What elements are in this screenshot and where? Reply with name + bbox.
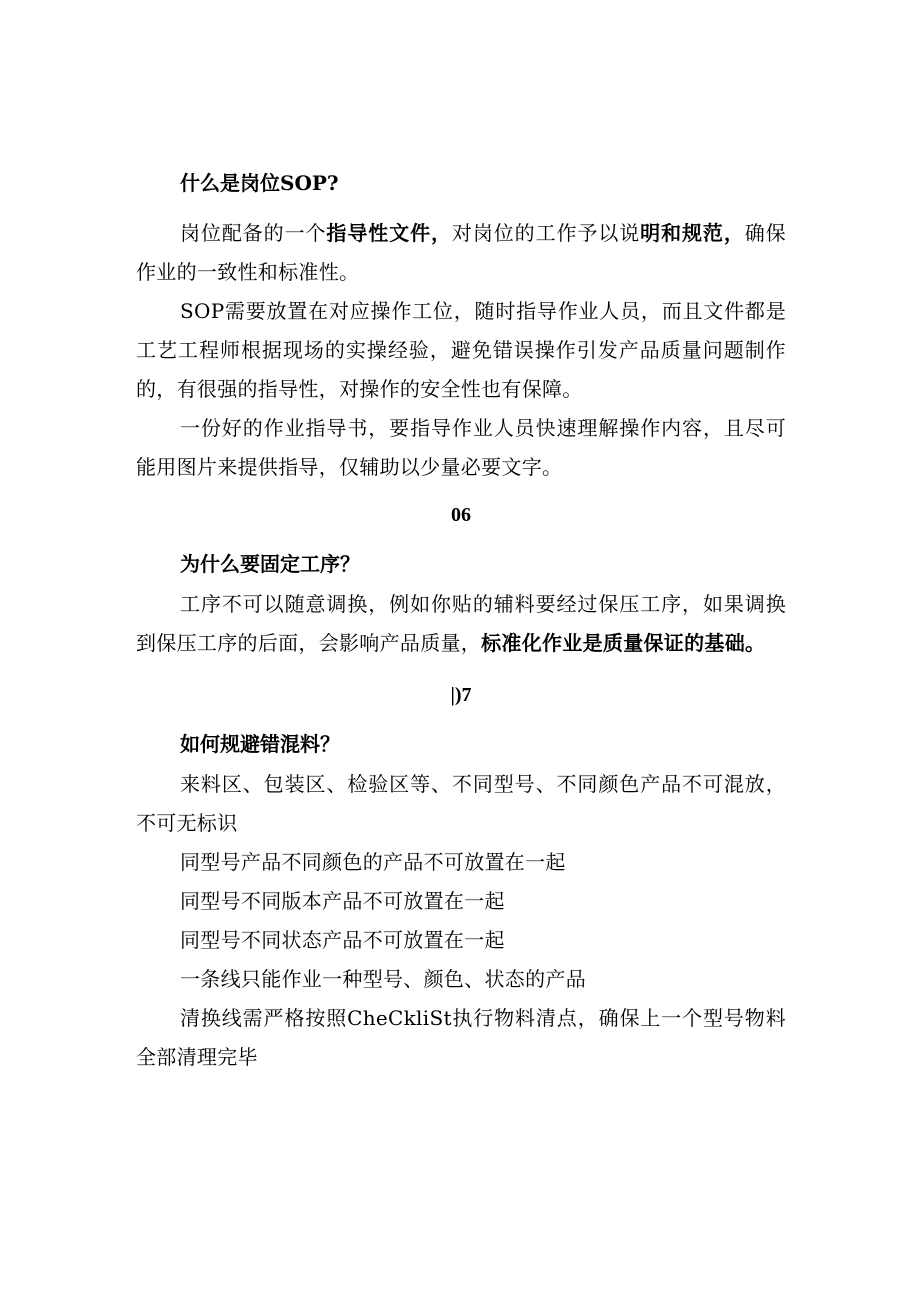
list-item: 清换线需严格按照CheCkliSt执行物料清点，确保上一个型号物料全部清理完毕 xyxy=(136,1006,786,1069)
paragraph-sop-placement: SOP需要放置在对应操作工位，随时指导作业人员，而且文件都是工艺工程师根据现场的实操经验，避免错误操作引发产品质量问题制作的，有很强的指导性，对操作的安全性也有保障。 xyxy=(136,299,786,401)
paragraph-sop-definition xyxy=(136,214,786,292)
list-item: 同型号不同版本产品不可放置在一起 xyxy=(180,889,505,913)
list-item: 一条线只能作业一种型号、颜色、状态的产品 xyxy=(180,967,586,991)
document-content xyxy=(136,158,786,1077)
heading-what-is-sop: 什么是岗位SOP? xyxy=(180,171,339,195)
section-number-06: 06 xyxy=(451,504,471,526)
list-item: 同型号不同状态产品不可放置在一起 xyxy=(180,928,505,952)
text-run: 确保作业的一致性和标准性。 xyxy=(136,221,786,284)
bold-run: 标准化作业是质量保证的基础。 xyxy=(481,631,766,655)
bold-run: 明和规范， xyxy=(640,221,745,245)
list-item: 同型号产品不同颜色的产品不可放置在一起 xyxy=(180,850,566,874)
heading-avoid-mixed-material: 如何规避错混料？ xyxy=(180,732,340,756)
text-run: 岗位配备的一个 xyxy=(180,221,327,245)
text-run: 工序不可以随意调换，例如你贴的辅料要经过保压工序，如果调换到保压工序的后面，会影响产品质量， xyxy=(136,592,786,655)
paragraph-fixed-process xyxy=(136,585,786,663)
bold-run: 指导性文件， xyxy=(326,221,452,245)
paragraph-sop-good-guide: 一份好的作业指导书，要指导作业人员快速理解操作内容，且尽可能用图片来提供指导，仅辅助以少量必要文字。 xyxy=(136,416,786,479)
text-run: 对岗位的工作予以说 xyxy=(451,221,641,245)
section-number-07: |)7 xyxy=(450,684,472,706)
heading-fixed-process: 为什么要固定工序？ xyxy=(180,552,360,576)
list-item: 来料区、包装区、检验区等、不同型号、不同颜色产品不可混放，不可无标识 xyxy=(136,772,786,835)
